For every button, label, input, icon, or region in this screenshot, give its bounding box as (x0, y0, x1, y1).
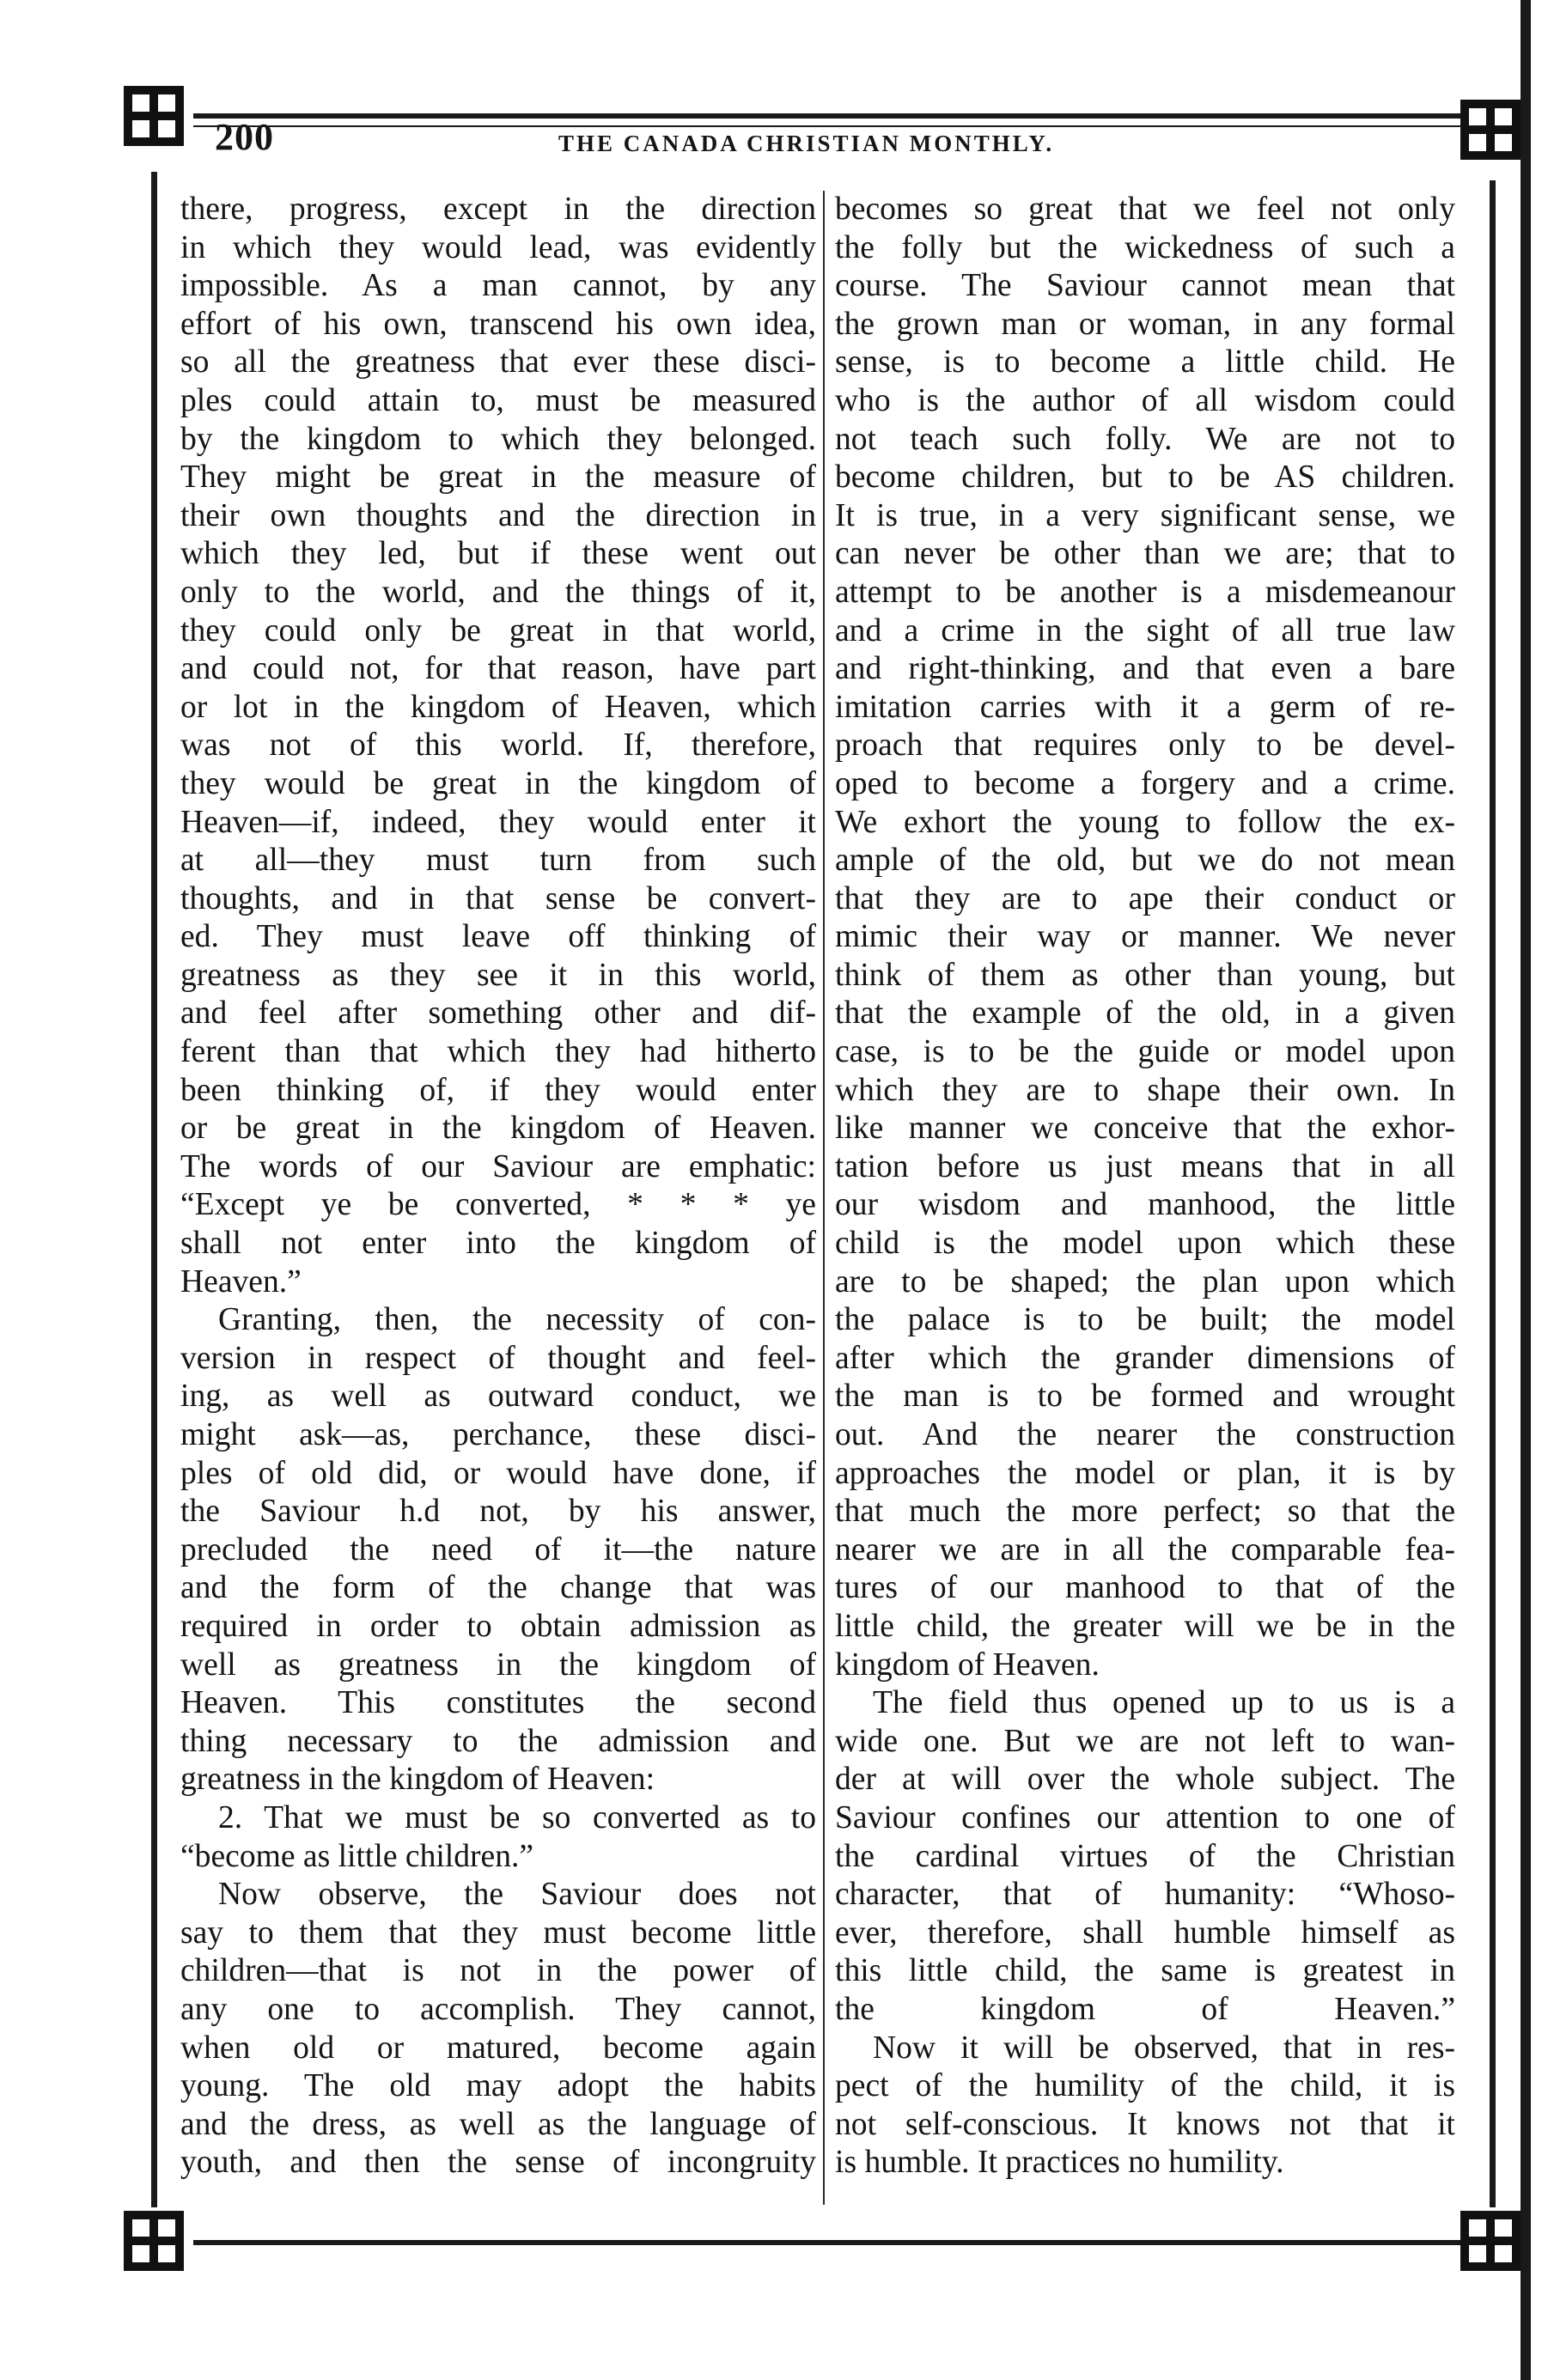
text-line: might ask—as, perchance, these disci- (180, 1417, 816, 1452)
text-line: impossible. As a man cannot, by any (180, 268, 816, 304)
text-line: say to them that they must become little (180, 1914, 816, 1951)
text-line: children—that is not in the power of (180, 1953, 816, 1989)
text-line: the Saviour h.d not, by his answer, (180, 1494, 816, 1530)
text-line: the grown man or woman, in any formal (835, 306, 1455, 342)
text-line: youth, and then the sense of incongruity (180, 2145, 816, 2181)
text-line: that the example of the old, in a given (835, 995, 1455, 1032)
frame-left-rule (151, 172, 157, 2207)
text-line: who is the author of all wisdom could (835, 382, 1455, 418)
text-line: the kingdom of Heaven.” (835, 1991, 1455, 2027)
page-number: 200 (215, 116, 274, 158)
text-line: in which they would lead, was evidently (180, 229, 816, 265)
text-line: course. The Saviour cannot mean that (835, 268, 1455, 304)
text-line: or lot in the kingdom of Heaven, which (180, 689, 816, 725)
text-line: Saviour confines our attention to one of (835, 1799, 1455, 1835)
running-head: THE CANADA CHRISTIAN MONTHLY. (558, 131, 1055, 156)
text-line: kingdom of Heaven. (835, 1647, 1100, 1683)
text-line: after which the grander dimensions of (835, 1340, 1455, 1376)
text-line: are to be shaped; the plan upon which (835, 1263, 1455, 1300)
text-line: shall not enter into the kingdom of (180, 1226, 816, 1262)
text-line: which they led, but if these went out (180, 536, 816, 572)
text-line: mimic their way or manner. We never (835, 919, 1455, 955)
text-line: ples of old did, or would have done, if (180, 1455, 816, 1491)
text-line: young. The old may adopt the habits (180, 2068, 816, 2104)
text-line: their own thoughts and the direction in (180, 497, 816, 533)
text-line: tures of our manhood to that of the (835, 1570, 1455, 1606)
text-line: sense, is to become a little child. He (835, 344, 1455, 380)
text-line: Heaven.” (180, 1263, 302, 1300)
text-line: child is the model upon which these (835, 1226, 1455, 1262)
text-line: oped to become a forgery and a crime. (835, 765, 1455, 801)
text-line: case, is to be the guide or model upon (835, 1034, 1455, 1070)
text-line: so all the greatness that ever these disci- (180, 344, 816, 380)
text-line: that they are to ape their conduct or (835, 880, 1455, 916)
text-line: and could not, for that reason, have part (180, 651, 816, 687)
left-text-column (180, 191, 816, 2182)
text-line: think of them as other than young, but (835, 957, 1455, 993)
text-line: ample of the old, but we do not mean (835, 843, 1455, 879)
text-line: proach that requires only to be devel- (835, 727, 1455, 764)
text-line: and the dress, as well as the language of (180, 2106, 816, 2142)
text-line: and feel after something other and dif- (180, 995, 816, 1032)
text-line: The words of our Saviour are emphatic: (180, 1148, 816, 1184)
text-line: greatness as they see it in this world, (180, 957, 816, 993)
text-line: not self-conscious. It knows not that it (835, 2106, 1455, 2142)
text-line: ples could attain to, must be measured (180, 382, 816, 418)
text-line: Heaven. This constitutes the second (180, 1685, 816, 1721)
text-line: they would be great in the kingdom of (180, 765, 816, 801)
text-line: the folly but the wickedness of such a (835, 229, 1455, 265)
text-line: thoughts, and in that sense be convert- (180, 880, 816, 916)
text-line: or be great in the kingdom of Heaven. (180, 1111, 816, 1147)
text-line: and the form of the change that was (180, 1570, 816, 1606)
text-line: by the kingdom to which they belonged. (180, 421, 816, 457)
text-line: They might be great in the measure of (180, 460, 816, 496)
text-line: required in order to obtain admission as (180, 1608, 816, 1644)
text-line: little child, the greater will we be in the (835, 1608, 1455, 1644)
text-line: this little child, the same is greatest in (835, 1953, 1455, 1989)
text-line: greatness in the kingdom of Heaven: (180, 1762, 655, 1798)
text-line: character, that of humanity: “Whoso- (835, 1877, 1455, 1913)
text-line: wide one. But we are not left to wan- (835, 1723, 1455, 1759)
text-line: they could only be great in that world, (180, 612, 816, 648)
text-line: approaches the model or plan, it is by (835, 1455, 1455, 1491)
text-line: “become as little children.” (180, 1838, 534, 1874)
page-header (198, 115, 1478, 167)
text-line: the palace is to be built; the model (835, 1302, 1455, 1338)
text-line: attempt to be another is a misdemeanour (835, 574, 1455, 610)
text-line: ever, therefore, shall humble himself as (835, 1914, 1455, 1951)
text-line: when old or matured, become again (180, 2030, 816, 2066)
text-line: “Except ye be converted, * * * ye (180, 1187, 816, 1223)
text-line: Heaven—if, indeed, they would enter it (180, 804, 816, 840)
text-line: is humble. It practices no humility. (835, 2145, 1284, 2181)
text-line: out. And the nearer the construction (835, 1417, 1455, 1452)
text-line: at all—they must turn from such (180, 843, 816, 879)
text-line: become children, but to be AS children. (835, 460, 1455, 496)
frame-bottom-rule (193, 2240, 1490, 2245)
text-line: der at will over the whole subject. The (835, 1762, 1455, 1798)
text-line: The field thus opened up to us is a (873, 1685, 1455, 1721)
text-line: the man is to be formed and wrought (835, 1379, 1455, 1415)
text-line: Granting, then, the necessity of con- (218, 1302, 816, 1338)
page-edge-shadow (1521, 0, 1531, 2380)
frame-right-rule (1490, 180, 1496, 2207)
text-line: our wisdom and manhood, the little (835, 1187, 1455, 1223)
text-line: that much the more perfect; so that the (835, 1494, 1455, 1530)
text-line: pect of the humility of the child, it is (835, 2068, 1455, 2104)
text-line: there, progress, except in the direction (180, 192, 816, 227)
corner-ornament-icon (120, 82, 187, 149)
text-line: precluded the need of it—the nature (180, 1531, 816, 1567)
text-line: ed. They must leave off thinking of (180, 919, 816, 955)
text-line: thing necessary to the admission and (180, 1723, 816, 1759)
text-line: ferent than that which they had hitherto (180, 1034, 816, 1070)
text-line: version in respect of thought and feel- (180, 1340, 816, 1376)
text-line: ing, as well as outward conduct, we (180, 1379, 816, 1415)
text-line: effort of his own, transcend his own idea, (180, 306, 816, 342)
text-line: can never be other than we are; that to (835, 536, 1455, 572)
text-line: and a crime in the sight of all true law (835, 612, 1455, 648)
text-line: becomes so great that we feel not only (835, 192, 1455, 227)
text-line: Now it will be observed, that in res- (873, 2030, 1455, 2066)
text-line: any one to accomplish. They cannot, (180, 1991, 816, 2027)
text-line: the cardinal virtues of the Christian (835, 1838, 1455, 1874)
text-line: tation before us just means that in all (835, 1148, 1455, 1184)
text-line: and right-thinking, and that even a bare (835, 651, 1455, 687)
text-line: 2. That we must be so converted as to (218, 1799, 816, 1835)
text-line: It is true, in a very significant sense, we (835, 497, 1455, 533)
right-text-column (835, 191, 1455, 2182)
text-line: nearer we are in all the comparable fea- (835, 1531, 1455, 1567)
text-line: Now observe, the Saviour does not (218, 1877, 816, 1913)
text-line: only to the world, and the things of it, (180, 574, 816, 610)
column-divider (823, 191, 825, 2205)
text-line: been thinking of, if they would enter (180, 1072, 816, 1108)
text-line: imitation carries with it a germ of re- (835, 689, 1455, 725)
text-line: We exhort the young to follow the ex- (835, 804, 1455, 840)
corner-ornament-icon (1457, 2207, 1524, 2274)
text-line: not teach such folly. We are not to (835, 421, 1455, 457)
text-line: was not of this world. If, therefore, (180, 727, 816, 764)
corner-ornament-icon (120, 2207, 187, 2274)
text-line: which they are to shape their own. In (835, 1072, 1455, 1108)
text-line: like manner we conceive that the exhor- (835, 1111, 1455, 1147)
text-line: well as greatness in the kingdom of (180, 1647, 816, 1683)
